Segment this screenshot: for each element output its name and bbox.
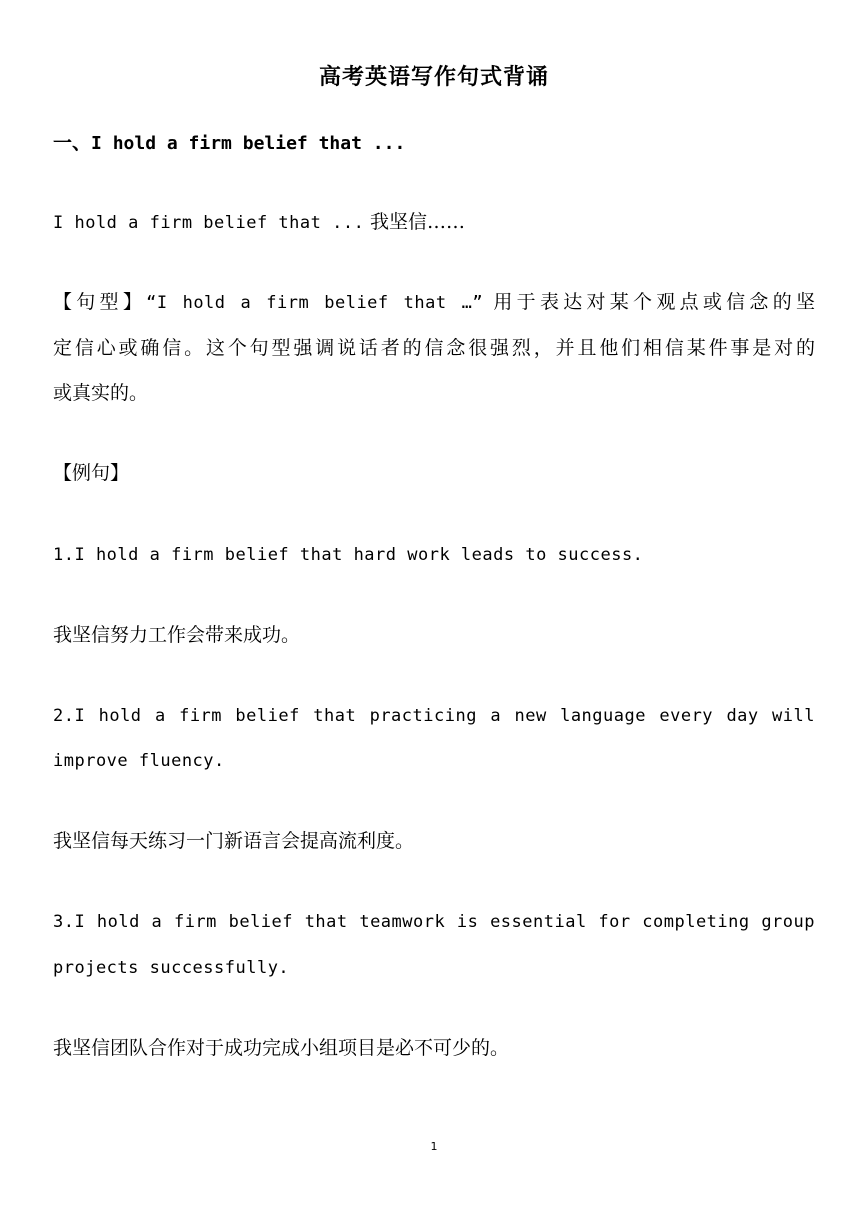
example-2-chinese: 我坚信每天练习一门新语言会提高流利度。 xyxy=(53,830,415,852)
section-heading xyxy=(53,128,405,155)
page-title: 高考英语写作句式背诵 xyxy=(318,64,549,90)
example-3-english-line-2: projects successfully. xyxy=(53,958,290,978)
explanation-line-3: 或真实的。 xyxy=(53,382,149,404)
section-pattern: I hold a firm belief that ... xyxy=(91,133,406,154)
examples-label: 【例句】 xyxy=(53,462,130,484)
page-number: 1 xyxy=(430,1140,438,1153)
example-3-chinese: 我坚信团队合作对于成功完成小组项目是必不可少的。 xyxy=(53,1037,510,1059)
section-number: 一、 xyxy=(53,132,92,154)
example-1-english: 1.I hold a firm belief that hard work leads to success. xyxy=(53,545,644,565)
example-2-english-line-1: 2.I hold a firm belief that practicing a new language every day will xyxy=(53,706,815,726)
example-3-english-line-1: 3.I hold a firm belief that teamwork is essential for completing group xyxy=(53,912,815,932)
explanation-text-1: 用于表达对某个观点或信念的坚 xyxy=(483,291,815,313)
pattern-chinese: 我坚信…… xyxy=(370,211,466,233)
explanation-line-1 xyxy=(53,279,815,326)
pattern-line xyxy=(53,199,815,246)
explanation-label: 【句型】 xyxy=(53,291,147,313)
example-1-chinese: 我坚信努力工作会带来成功。 xyxy=(53,624,301,646)
pattern-english: I hold a firm belief that ... xyxy=(53,213,365,233)
explanation-line-2: 定信心或确信。这个句型强调说话者的信念很强烈，并且他们相信某件事是对的 xyxy=(53,337,815,359)
example-2-english-line-2: improve fluency. xyxy=(53,751,225,771)
explanation-quote: “I hold a firm belief that …” xyxy=(146,293,484,313)
